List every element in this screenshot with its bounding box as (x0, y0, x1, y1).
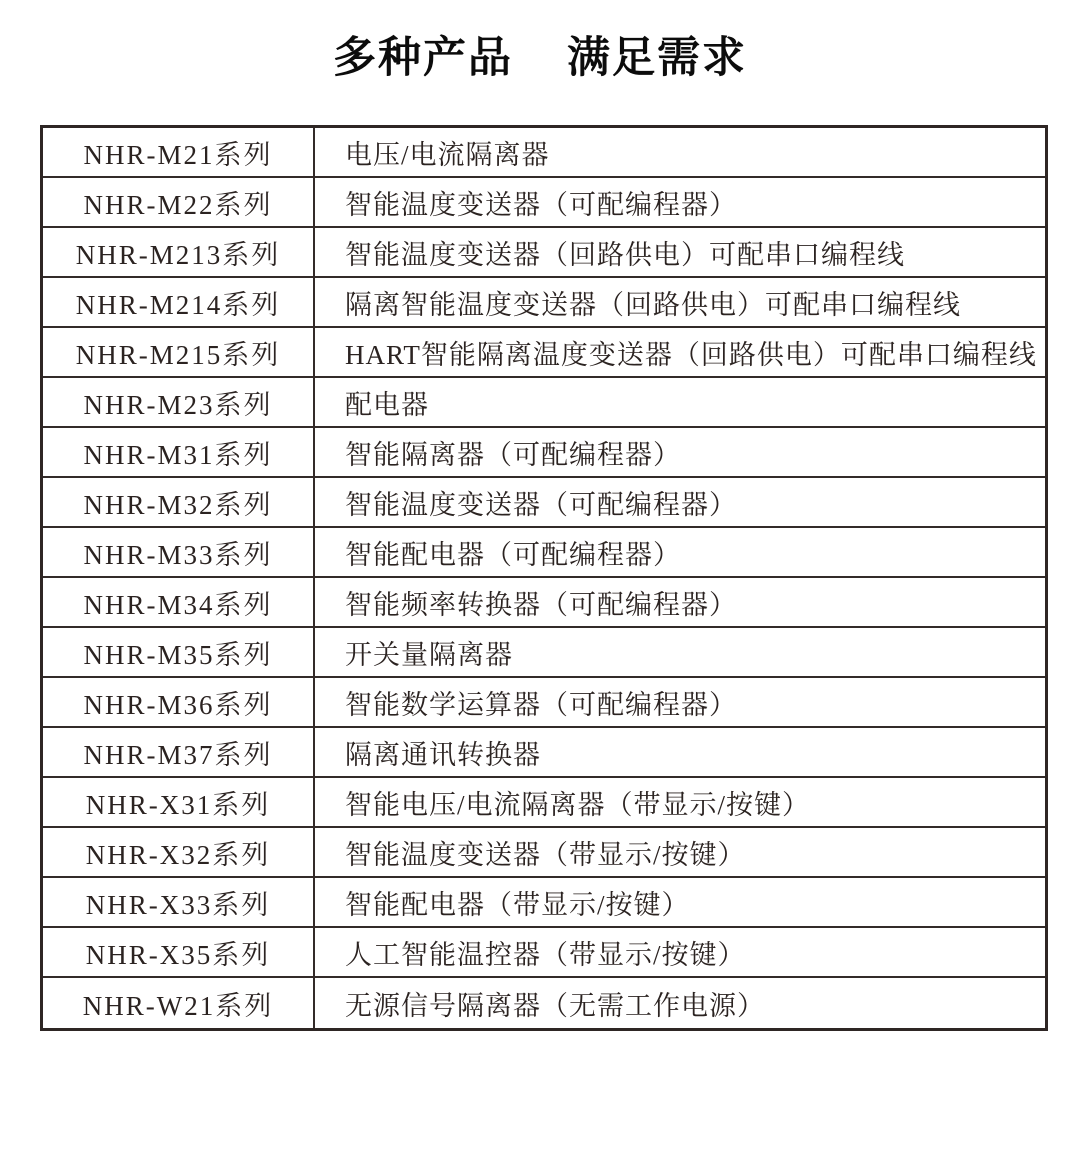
page-title-left: 多种产品 (333, 34, 513, 82)
series-cell: NHR-M22系列 (43, 178, 315, 226)
table-row (43, 378, 1045, 428)
table-row (43, 728, 1045, 778)
series-cell: NHR-M34系列 (43, 578, 315, 626)
description-cell: 隔离智能温度变送器（回路供电）可配串口编程线 (345, 289, 961, 320)
series-cell: NHR-M214系列 (43, 278, 315, 326)
table-row (43, 178, 1045, 228)
series-cell: NHR-M21系列 (43, 128, 315, 176)
page-title-right: 满足需求 (567, 34, 747, 82)
series-cell: NHR-M32系列 (43, 478, 315, 526)
description-cell: 人工智能温控器（带显示/按键） (345, 939, 746, 970)
description-cell: 智能温度变送器（回路供电）可配串口编程线 (345, 239, 905, 270)
series-cell: NHR-M23系列 (43, 378, 315, 426)
description-cell: 隔离通讯转换器 (345, 739, 541, 770)
table-row (43, 828, 1045, 878)
table-row (43, 428, 1045, 478)
series-cell: NHR-M215系列 (43, 328, 315, 376)
series-cell: NHR-M36系列 (43, 678, 315, 726)
table-row (43, 128, 1045, 178)
series-cell: NHR-M37系列 (43, 728, 315, 776)
table-row (43, 778, 1045, 828)
table-row (43, 928, 1045, 978)
series-cell: NHR-X33系列 (43, 878, 315, 926)
description-cell: HART智能隔离温度变送器（回路供电）可配串口编程线 (345, 339, 1037, 370)
product-table (40, 125, 1048, 1031)
series-cell: NHR-X32系列 (43, 828, 315, 876)
description-cell: 智能温度变送器（带显示/按键） (345, 839, 746, 870)
series-cell: NHR-M33系列 (43, 528, 315, 576)
description-cell: 智能数学运算器（可配编程器） (345, 689, 737, 720)
description-cell: 智能温度变送器（可配编程器） (345, 189, 737, 220)
description-cell: 智能电压/电流隔离器（带显示/按键） (345, 789, 811, 820)
description-cell: 开关量隔离器 (345, 639, 513, 670)
description-cell: 智能配电器（可配编程器） (345, 539, 681, 570)
table-row (43, 628, 1045, 678)
table-row (43, 678, 1045, 728)
description-cell: 无源信号隔离器（无需工作电源） (345, 990, 765, 1021)
table-row (43, 978, 1045, 1028)
description-cell: 智能配电器（带显示/按键） (345, 889, 690, 920)
table-row (43, 328, 1045, 378)
table-row (43, 528, 1045, 578)
table-row (43, 278, 1045, 328)
table-row (43, 478, 1045, 528)
series-cell: NHR-X35系列 (43, 928, 315, 976)
table-row (43, 228, 1045, 278)
series-cell: NHR-M213系列 (43, 228, 315, 276)
series-cell: NHR-M35系列 (43, 628, 315, 676)
description-cell: 智能温度变送器（可配编程器） (345, 489, 737, 520)
page-title (0, 24, 1080, 85)
table-row (43, 878, 1045, 928)
description-cell: 智能隔离器（可配编程器） (345, 439, 681, 470)
table-row (43, 578, 1045, 628)
description-cell: 电压/电流隔离器 (345, 139, 550, 170)
series-cell: NHR-W21系列 (43, 978, 315, 1028)
series-cell: NHR-X31系列 (43, 778, 315, 826)
description-cell: 智能频率转换器（可配编程器） (345, 589, 737, 620)
description-cell: 配电器 (345, 389, 429, 420)
series-cell: NHR-M31系列 (43, 428, 315, 476)
